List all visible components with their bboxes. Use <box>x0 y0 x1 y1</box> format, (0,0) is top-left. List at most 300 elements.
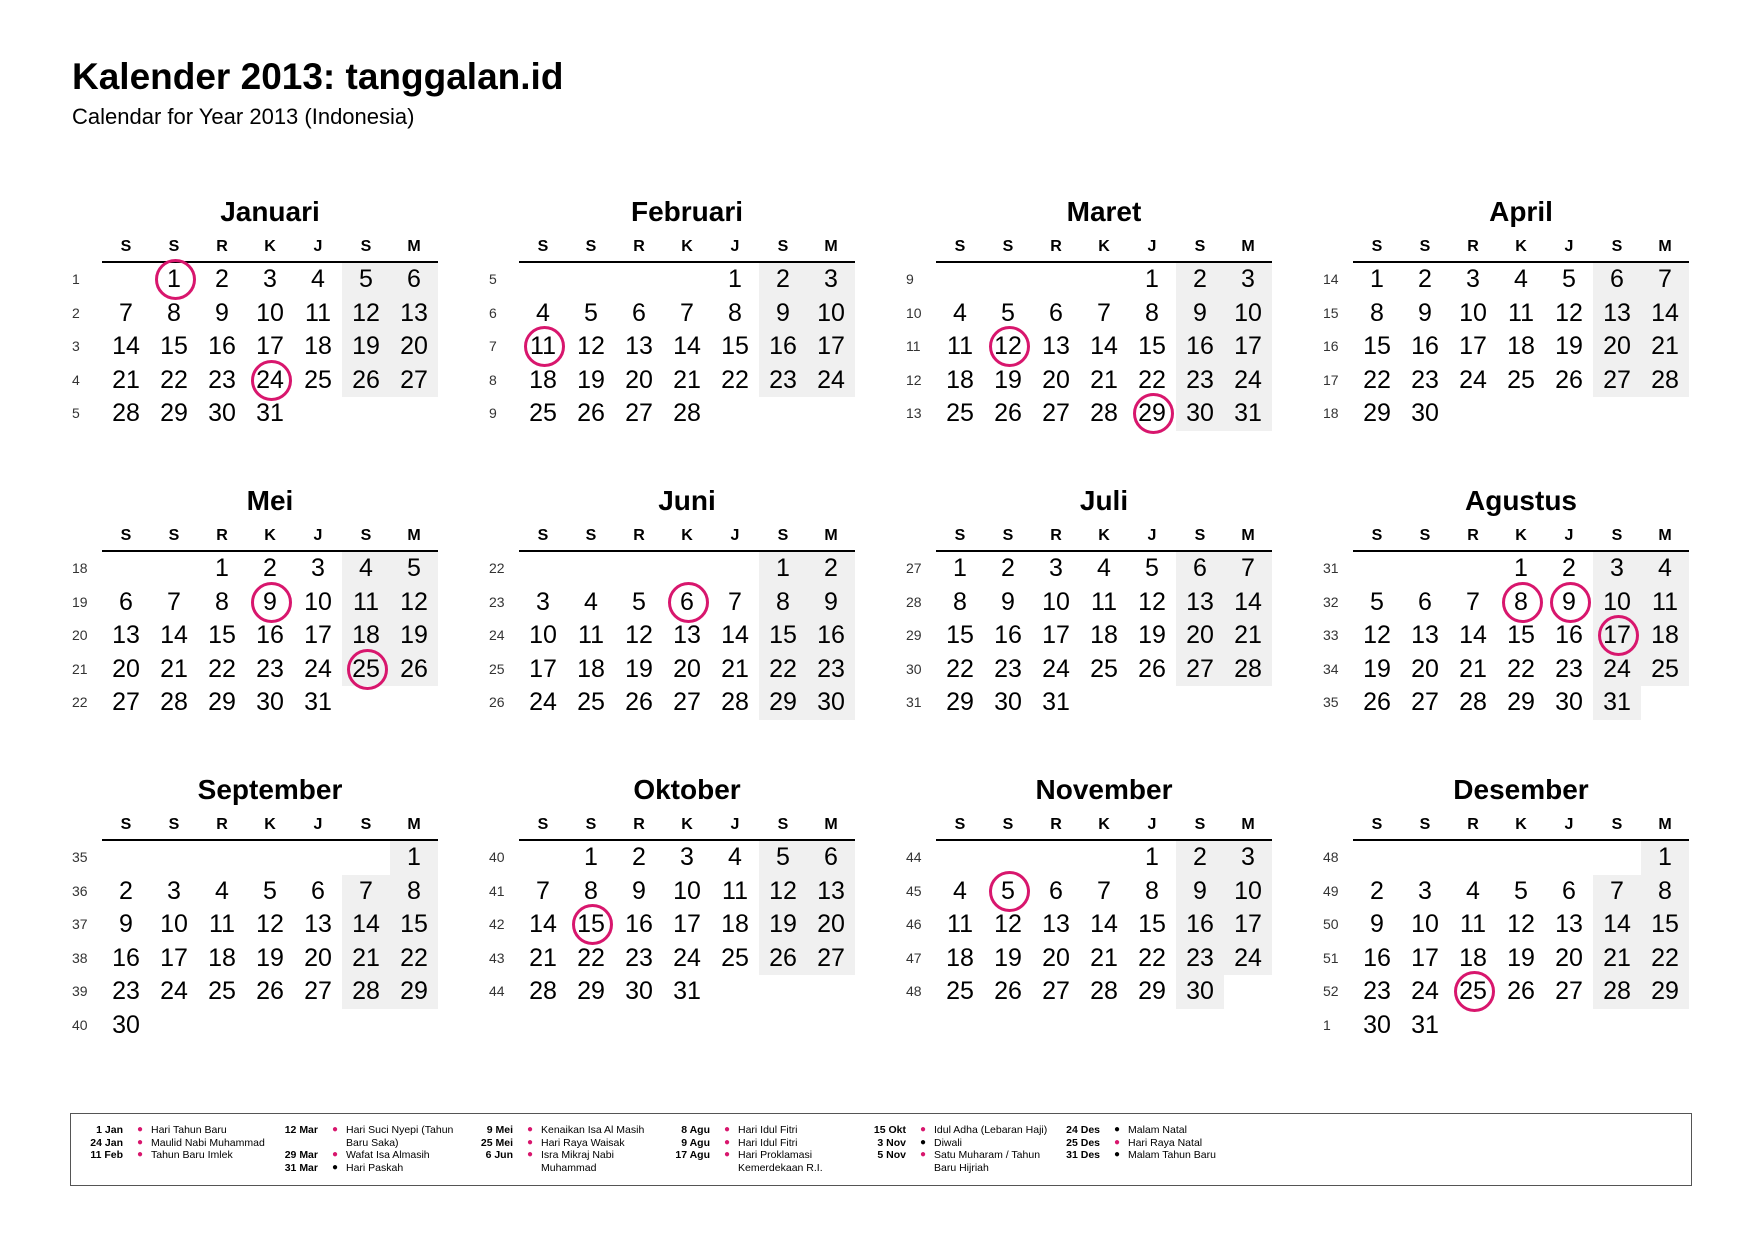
holiday-day-cell: 1 <box>150 263 198 296</box>
weekday-header: S <box>1002 816 1014 833</box>
day-cell: 2 <box>776 265 790 293</box>
day-cell: 13 <box>304 910 332 938</box>
holiday-day-cell: 6 <box>663 586 711 619</box>
day-cell: 14 <box>112 332 140 360</box>
week-number: 37 <box>72 916 88 932</box>
week-number: 23 <box>489 593 505 610</box>
day-cell: 4 <box>728 843 742 871</box>
day-cell: 12 <box>625 621 653 649</box>
legend-column <box>79 1124 271 1162</box>
weekday-header: M <box>1241 238 1255 255</box>
weekday-header: K <box>1515 527 1527 544</box>
week-number: 38 <box>72 949 88 966</box>
day-cell: 8 <box>953 587 967 616</box>
day-cell: 3 <box>824 265 838 293</box>
day-cell: 14 <box>160 621 188 649</box>
legend-entry <box>666 1124 858 1137</box>
week-number: 16 <box>1323 338 1339 354</box>
day-cell: 28 <box>721 688 749 716</box>
day-cell: 24 <box>1042 654 1070 683</box>
day-cell: 27 <box>1603 365 1631 394</box>
legend-holiday-name: Satu Muharam / Tahun Baru Hijriah <box>934 1149 1041 1174</box>
day-cell: 27 <box>817 943 845 972</box>
day-cell: 8 <box>167 298 181 327</box>
week-number: 39 <box>72 983 88 999</box>
day-cell: 20 <box>1042 943 1070 972</box>
weekday-header: J <box>1564 238 1574 255</box>
week-number: 29 <box>906 627 922 643</box>
day-cell: 7 <box>1097 298 1111 327</box>
day-cell: 8 <box>1370 298 1384 327</box>
day-cell: 1 <box>1514 554 1528 582</box>
day-cell: 13 <box>1186 587 1214 616</box>
month-name: Desember <box>1453 774 1589 805</box>
day-cell: 6 <box>1562 876 1576 905</box>
week-number: 17 <box>1323 371 1339 388</box>
day-cell: 31 <box>673 977 701 1005</box>
day-cell: 25 <box>721 943 749 972</box>
legend-holiday-name: Hari Raya Waisak <box>541 1136 625 1149</box>
day-cell: 3 <box>1418 876 1432 905</box>
day-cell: 28 <box>1234 654 1262 683</box>
day-cell: 7 <box>1097 876 1111 905</box>
day-cell: 19 <box>1507 943 1535 972</box>
month-oktober <box>489 774 849 1074</box>
day-cell: 24 <box>1411 977 1439 1005</box>
legend-holiday-name: Hari Proklamasi Kemerdekaan R.I. <box>738 1149 823 1174</box>
day-cell: 24 <box>1234 365 1262 394</box>
day-cell: 11 <box>305 298 331 327</box>
day-cell: 25 <box>946 977 974 1005</box>
day-cell: 21 <box>1459 654 1487 683</box>
page-title: Kalender 2013: tanggalan.id <box>72 56 564 97</box>
day-cell: 31 <box>1411 1010 1439 1039</box>
day-cell: 19 <box>994 365 1022 394</box>
day-cell: 16 <box>1186 910 1214 938</box>
month-name: Juli <box>1079 485 1129 516</box>
legend-entry <box>666 1149 858 1174</box>
day-cell: 9 <box>1370 910 1384 938</box>
day-cell: 10 <box>304 587 332 616</box>
weekday-header: S <box>1611 238 1623 255</box>
day-cell: 4 <box>215 876 229 905</box>
legend-date: 31 Des <box>1066 1149 1100 1161</box>
weekday-header: S <box>537 816 549 833</box>
day-cell: 30 <box>1363 1010 1391 1039</box>
bullet-dot-icon: ● <box>137 1136 144 1148</box>
holiday-day-cell: 15 <box>567 908 615 941</box>
holiday-day-cell: 11 <box>519 330 567 363</box>
day-cell: 28 <box>1090 977 1118 1005</box>
weekday-header: R <box>216 816 228 833</box>
day-cell: 24 <box>673 943 701 972</box>
week-number: 1 <box>1323 1016 1331 1033</box>
day-cell: 24 <box>1603 654 1631 683</box>
week-number: 30 <box>906 660 922 677</box>
day-cell: 9 <box>119 910 133 938</box>
day-cell: 23 <box>1186 365 1214 394</box>
day-cell: 24 <box>817 365 845 394</box>
day-cell: 19 <box>577 365 605 394</box>
week-number: 12 <box>906 371 922 388</box>
page-subtitle: Calendar for Year 2013 (Indonesia) <box>72 104 415 129</box>
day-cell: 5 <box>359 265 373 293</box>
day-cell: 30 <box>1186 399 1214 427</box>
day-cell: 10 <box>1459 298 1487 327</box>
day-cell: 13 <box>1555 910 1583 938</box>
month-name: Agustus <box>1465 485 1577 516</box>
weekday-header: S <box>1002 527 1014 544</box>
weekday-header: J <box>1564 816 1574 833</box>
week-number: 26 <box>489 694 505 710</box>
day-cell: 12 <box>256 910 284 938</box>
day-cell: 24 <box>1234 943 1262 972</box>
weekday-header: R <box>633 816 645 833</box>
day-cell: 1 <box>776 554 790 582</box>
day-cell: 4 <box>953 876 967 905</box>
weekday-header: R <box>216 238 228 255</box>
legend-entry <box>79 1149 271 1162</box>
day-cell: 8 <box>728 298 742 327</box>
day-cell: 25 <box>529 399 557 427</box>
day-cell: 8 <box>584 876 598 905</box>
bullet-dot-icon: ● <box>920 1124 927 1135</box>
day-cell: 8 <box>215 587 229 616</box>
day-cell: 17 <box>817 332 845 360</box>
day-cell: 16 <box>208 332 236 360</box>
weekday-header: J <box>730 816 740 833</box>
day-cell: 19 <box>625 654 653 683</box>
day-cell: 26 <box>994 977 1022 1005</box>
day-cell: 25 <box>208 977 236 1005</box>
day-cell: 30 <box>208 399 236 427</box>
weekday-header: J <box>730 527 740 544</box>
month-april <box>1323 196 1683 496</box>
day-cell: 15 <box>1138 332 1166 360</box>
weekday-header: R <box>1467 238 1479 255</box>
day-cell: 4 <box>1466 876 1480 905</box>
day-cell: 5 <box>1145 554 1159 582</box>
legend-holiday-name: Hari Tahun Baru <box>151 1124 227 1136</box>
day-cell: 18 <box>1090 621 1118 649</box>
legend-holiday-name: Hari Suci Nyepi (Tahun Baru Saka) <box>346 1124 454 1149</box>
day-cell: 29 <box>400 977 428 1005</box>
day-cell: 11 <box>947 910 973 938</box>
day-cell: 15 <box>946 621 974 649</box>
weekday-header: S <box>168 816 180 833</box>
day-cell: 12 <box>994 910 1022 938</box>
month-mei <box>72 485 432 785</box>
day-cell: 10 <box>529 621 557 649</box>
day-cell: 11 <box>353 587 379 616</box>
day-cell: 23 <box>1555 654 1583 683</box>
day-cell: 8 <box>1658 876 1672 905</box>
day-cell: 21 <box>1234 621 1262 649</box>
weekday-header: M <box>1658 527 1672 544</box>
weekday-header: R <box>1050 527 1062 544</box>
week-number: 20 <box>72 627 88 643</box>
day-cell: 30 <box>817 688 845 716</box>
day-cell: 11 <box>578 621 604 649</box>
weekday-header: S <box>1194 527 1206 544</box>
day-cell: 21 <box>721 654 749 683</box>
day-cell: 24 <box>1459 365 1487 394</box>
week-number: 10 <box>906 304 922 321</box>
day-cell: 27 <box>1042 399 1070 427</box>
day-cell: 10 <box>256 298 284 327</box>
legend-entry <box>79 1137 271 1150</box>
legend-holiday-name: Malam Natal <box>1128 1124 1187 1136</box>
legend-entry <box>1056 1149 1248 1162</box>
week-number: 13 <box>906 405 922 421</box>
bullet-dot-icon: ● <box>527 1136 534 1148</box>
day-cell: 2 <box>632 843 646 871</box>
day-cell: 20 <box>400 332 428 360</box>
day-cell: 5 <box>1514 876 1528 905</box>
day-cell: 2 <box>263 554 277 582</box>
week-number: 46 <box>906 916 922 932</box>
day-cell: 23 <box>1411 365 1439 394</box>
day-cell: 17 <box>1042 621 1070 649</box>
day-cell: 23 <box>1186 943 1214 972</box>
day-cell: 22 <box>1138 943 1166 972</box>
legend-holiday-name: Hari Idul Fitri <box>738 1124 798 1136</box>
week-number: 44 <box>906 849 922 865</box>
day-cell: 5 <box>776 843 790 871</box>
weekday-header: J <box>1147 816 1157 833</box>
legend-entry <box>862 1137 1054 1150</box>
day-cell: 6 <box>1049 876 1063 905</box>
legend-column <box>469 1124 661 1174</box>
day-cell: 28 <box>1459 688 1487 716</box>
day-cell: 19 <box>1555 332 1583 360</box>
day-cell: 20 <box>817 910 845 938</box>
holiday-legend <box>70 1113 1692 1186</box>
legend-entry <box>469 1124 661 1137</box>
day-cell: 1 <box>584 843 598 871</box>
weekday-header: S <box>360 527 372 544</box>
weekday-header: M <box>407 527 421 544</box>
week-number: 48 <box>1323 849 1339 865</box>
month-name: Januari <box>220 196 320 227</box>
bullet-dot-icon: ● <box>1114 1136 1121 1148</box>
week-number: 44 <box>489 983 505 999</box>
day-cell: 25 <box>304 365 332 394</box>
week-number: 25 <box>489 660 505 677</box>
day-cell: 14 <box>352 910 380 938</box>
month-november <box>906 774 1266 1074</box>
week-number: 9 <box>489 405 497 421</box>
day-cell: 3 <box>1466 265 1480 293</box>
day-cell: 16 <box>1363 943 1391 972</box>
legend-holiday-name: Hari Paskah <box>346 1161 404 1174</box>
weekday-header: S <box>1419 238 1431 255</box>
weekday-header: S <box>120 238 132 255</box>
weekday-header: S <box>954 816 966 833</box>
week-number: 15 <box>1323 304 1339 321</box>
weekday-header: M <box>824 238 838 255</box>
day-cell: 6 <box>407 265 421 293</box>
weekday-header: S <box>954 527 966 544</box>
week-number: 22 <box>489 560 505 576</box>
week-number: 5 <box>72 405 80 421</box>
day-cell: 28 <box>112 399 140 427</box>
weekday-header: J <box>313 238 323 255</box>
day-cell: 16 <box>1186 332 1214 360</box>
legend-date: 15 Okt <box>873 1124 906 1136</box>
day-cell: 20 <box>112 654 140 683</box>
day-cell: 17 <box>1234 332 1262 360</box>
day-cell: 30 <box>1186 977 1214 1005</box>
legend-date: 9 Agu <box>681 1136 710 1149</box>
day-cell: 26 <box>1138 654 1166 683</box>
day-cell: 21 <box>1603 943 1631 972</box>
weekday-header: S <box>777 527 789 544</box>
week-number: 31 <box>1323 560 1339 576</box>
day-cell: 19 <box>1138 621 1166 649</box>
month-januari <box>72 196 432 496</box>
day-cell: 23 <box>817 654 845 683</box>
day-cell: 9 <box>1418 298 1432 327</box>
legend-date: 12 Mar <box>284 1124 318 1136</box>
day-cell: 29 <box>1651 977 1679 1005</box>
bullet-dot-icon: ● <box>724 1149 731 1160</box>
day-cell: 12 <box>1138 587 1166 616</box>
day-cell: 2 <box>1562 554 1576 582</box>
day-cell: 24 <box>160 977 188 1005</box>
legend-holiday-name: Isra Mikraj Nabi Muhammad <box>541 1149 614 1174</box>
day-cell: 29 <box>1507 688 1535 716</box>
day-cell: 10 <box>1234 876 1262 905</box>
weekday-header: M <box>1658 816 1672 833</box>
day-cell: 5 <box>1562 265 1576 293</box>
weekday-header: S <box>1419 527 1431 544</box>
legend-date: 11 Feb <box>90 1149 123 1161</box>
day-cell: 18 <box>208 943 236 972</box>
week-number: 33 <box>1323 627 1339 643</box>
weekday-header: S <box>1611 816 1623 833</box>
day-cell: 29 <box>769 688 797 716</box>
day-cell: 27 <box>1042 977 1070 1005</box>
month-name: Februari <box>630 196 744 227</box>
week-number: 40 <box>489 849 505 865</box>
day-cell: 3 <box>311 554 325 582</box>
day-cell: 2 <box>215 265 229 293</box>
day-cell: 5 <box>1370 587 1384 616</box>
day-cell: 17 <box>673 910 701 938</box>
legend-date: 8 Agu <box>681 1124 710 1136</box>
weekday-header: K <box>681 816 693 833</box>
weekday-header: S <box>1002 238 1014 255</box>
weekday-header: S <box>120 816 132 833</box>
holiday-day-cell: 8 <box>1497 586 1545 619</box>
day-cell: 22 <box>946 654 974 683</box>
day-cell: 15 <box>1138 910 1166 938</box>
day-cell: 31 <box>1042 688 1070 716</box>
legend-holiday-name: Tahun Baru Imlek <box>151 1149 233 1161</box>
day-cell: 20 <box>304 943 332 972</box>
day-cell: 22 <box>1651 943 1679 972</box>
legend-column <box>862 1124 1054 1174</box>
day-cell: 30 <box>625 977 653 1005</box>
day-cell: 6 <box>311 876 325 905</box>
day-cell: 1 <box>953 554 967 582</box>
day-cell: 23 <box>769 365 797 394</box>
day-cell: 22 <box>1138 365 1166 394</box>
day-cell: 6 <box>1610 265 1624 293</box>
week-number: 49 <box>1323 882 1339 899</box>
day-cell: 11 <box>722 876 748 905</box>
day-cell: 20 <box>1186 621 1214 649</box>
day-cell: 26 <box>994 399 1022 427</box>
day-cell: 16 <box>112 943 140 972</box>
weekday-header: K <box>1098 527 1110 544</box>
day-cell: 15 <box>1363 332 1391 360</box>
legend-holiday-name: Hari Idul Fitri <box>738 1136 798 1149</box>
header-divider <box>102 839 438 841</box>
day-cell: 11 <box>1508 298 1534 327</box>
weekday-header: J <box>730 238 740 255</box>
day-cell: 19 <box>256 943 284 972</box>
week-number: 19 <box>72 593 88 610</box>
bullet-dot-icon: ● <box>332 1149 339 1160</box>
legend-entry <box>469 1149 661 1174</box>
day-cell: 18 <box>577 654 605 683</box>
day-cell: 8 <box>1145 298 1159 327</box>
day-cell: 25 <box>946 399 974 427</box>
day-cell: 23 <box>256 654 284 683</box>
day-cell: 31 <box>256 399 284 427</box>
day-cell: 3 <box>536 587 550 616</box>
bullet-dot-icon: ● <box>137 1149 144 1160</box>
day-cell: 17 <box>1234 910 1262 938</box>
weekday-header: R <box>1467 527 1479 544</box>
day-cell: 30 <box>112 1010 140 1039</box>
day-cell: 20 <box>1042 365 1070 394</box>
weekday-header: S <box>585 527 597 544</box>
month-maret <box>906 196 1266 496</box>
weekday-header: J <box>313 816 323 833</box>
day-cell: 22 <box>769 654 797 683</box>
day-cell: 27 <box>1555 977 1583 1005</box>
weekday-header: M <box>824 816 838 833</box>
legend-column <box>1056 1124 1248 1162</box>
day-cell: 16 <box>817 621 845 649</box>
day-cell: 4 <box>1514 265 1528 293</box>
day-cell: 3 <box>263 265 277 293</box>
day-cell: 13 <box>673 621 701 649</box>
month-name: Mei <box>246 485 294 516</box>
day-cell: 17 <box>160 943 188 972</box>
day-cell: 30 <box>1555 688 1583 716</box>
day-cell: 24 <box>304 654 332 683</box>
day-cell: 7 <box>1466 587 1480 616</box>
legend-entry <box>1056 1124 1248 1137</box>
day-cell: 23 <box>208 365 236 394</box>
day-cell: 29 <box>577 977 605 1005</box>
week-number: 35 <box>72 849 88 865</box>
legend-entry <box>79 1124 271 1137</box>
day-cell: 31 <box>304 688 332 716</box>
legend-holiday-name: Idul Adha (Lebaran Haji) <box>934 1124 1048 1136</box>
day-cell: 12 <box>577 332 605 360</box>
month-name: September <box>197 774 343 805</box>
weekday-header: J <box>1147 527 1157 544</box>
holiday-day-cell: 17 <box>1593 619 1641 652</box>
weekday-header: K <box>264 816 276 833</box>
week-number: 31 <box>906 694 922 710</box>
week-number: 1 <box>72 271 80 287</box>
